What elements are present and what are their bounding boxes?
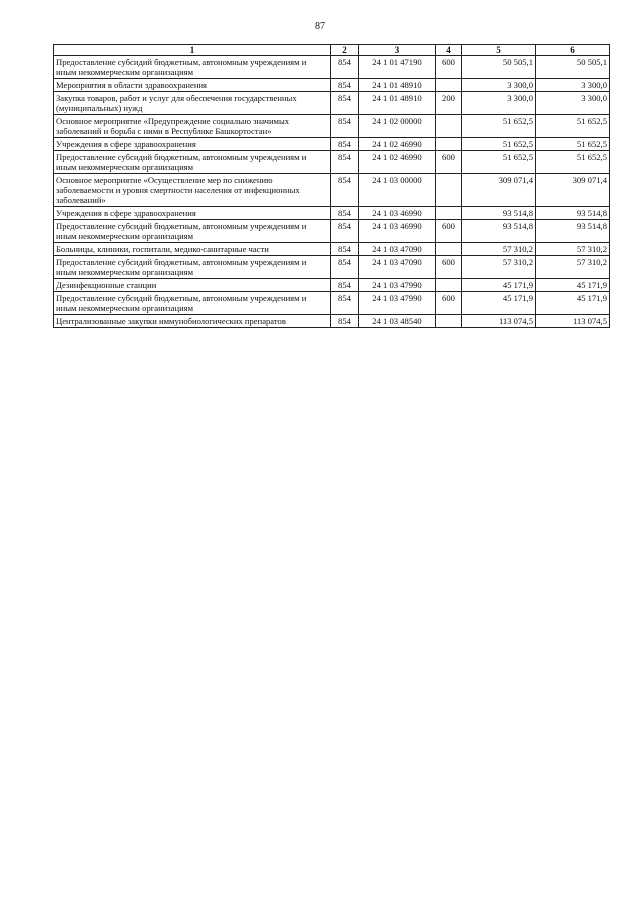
row-amount-2-cell: 93 514,8: [536, 220, 610, 243]
row-type-cell: [436, 279, 462, 292]
row-code-cell: 24 1 03 48540: [359, 315, 436, 328]
table-row: [54, 243, 610, 256]
table-row: [54, 79, 610, 92]
row-amount-2-cell: 3 300,0: [536, 92, 610, 115]
row-name-cell: Предоставление субсидий бюджетным, автономным учреждениям и иным некоммерческим организациям: [54, 151, 331, 174]
budget-table: [53, 44, 610, 328]
table-row: [54, 315, 610, 328]
row-type-cell: [436, 138, 462, 151]
table-row: [54, 279, 610, 292]
row-name-cell: Основное мероприятие «Осуществление мер по снижению заболеваемости и уровня смертности населения от инфекционных заболеваний»: [54, 174, 331, 207]
row-type-cell: 600: [436, 151, 462, 174]
table-header: [54, 45, 610, 56]
row-code-cell: 24 1 03 47990: [359, 292, 436, 315]
row-code-cell: 24 1 03 47090: [359, 243, 436, 256]
row-code-cell: 24 1 01 48910: [359, 92, 436, 115]
row-code-cell: 24 1 03 00000: [359, 174, 436, 207]
row-code-cell: 24 1 02 46990: [359, 151, 436, 174]
row-type-cell: 200: [436, 92, 462, 115]
row-amount-1-cell: 45 171,9: [462, 292, 536, 315]
row-amount-2-cell: 51 652,5: [536, 115, 610, 138]
header-col-6: 6: [536, 45, 610, 56]
row-amount-2-cell: 57 310,2: [536, 256, 610, 279]
row-name-cell: Закупка товаров, работ и услуг для обеспечения государственных (муниципальных) нужд: [54, 92, 331, 115]
row-amount-2-cell: 3 300,0: [536, 79, 610, 92]
row-amount-2-cell: 50 505,1: [536, 56, 610, 79]
row-ministry-cell: 854: [331, 243, 359, 256]
row-ministry-cell: 854: [331, 220, 359, 243]
row-type-cell: 600: [436, 256, 462, 279]
table-row: [54, 292, 610, 315]
row-name-cell: Мероприятия в области здравоохранения: [54, 79, 331, 92]
row-code-cell: 24 1 03 47990: [359, 279, 436, 292]
header-col-2: 2: [331, 45, 359, 56]
row-ministry-cell: 854: [331, 279, 359, 292]
row-amount-2-cell: 57 310,2: [536, 243, 610, 256]
row-amount-2-cell: 51 652,5: [536, 138, 610, 151]
row-amount-1-cell: 93 514,8: [462, 207, 536, 220]
row-name-cell: Предоставление субсидий бюджетным, автономным учреждениям и иным некоммерческим организациям: [54, 256, 331, 279]
row-name-cell: Дезинфекционные станции: [54, 279, 331, 292]
row-code-cell: 24 1 03 47090: [359, 256, 436, 279]
row-ministry-cell: 854: [331, 174, 359, 207]
row-name-cell: Предоставление субсидий бюджетным, автономным учреждениям и иным некоммерческим организациям: [54, 292, 331, 315]
row-amount-2-cell: 113 074,5: [536, 315, 610, 328]
row-amount-1-cell: 50 505,1: [462, 56, 536, 79]
row-code-cell: 24 1 01 48910: [359, 79, 436, 92]
row-amount-1-cell: 57 310,2: [462, 256, 536, 279]
row-ministry-cell: 854: [331, 207, 359, 220]
row-amount-2-cell: 93 514,8: [536, 207, 610, 220]
row-amount-2-cell: 45 171,9: [536, 292, 610, 315]
row-ministry-cell: 854: [331, 292, 359, 315]
row-ministry-cell: 854: [331, 92, 359, 115]
table-row: [54, 220, 610, 243]
row-code-cell: 24 1 02 00000: [359, 115, 436, 138]
row-code-cell: 24 1 02 46990: [359, 138, 436, 151]
row-amount-1-cell: 51 652,5: [462, 138, 536, 151]
table-row: [54, 115, 610, 138]
row-type-cell: 600: [436, 220, 462, 243]
row-type-cell: [436, 174, 462, 207]
row-name-cell: Основное мероприятие «Предупреждение социально значимых заболеваний и борьба с ними в Республике Башкортостан»: [54, 115, 331, 138]
page-number: 87: [315, 21, 325, 32]
header-col-4: 4: [436, 45, 462, 56]
row-ministry-cell: 854: [331, 115, 359, 138]
row-name-cell: Предоставление субсидий бюджетным, автономным учреждениям и иным некоммерческим организациям: [54, 220, 331, 243]
row-name-cell: Учреждения в сфере здравоохранения: [54, 207, 331, 220]
row-amount-1-cell: 113 074,5: [462, 315, 536, 328]
row-type-cell: 600: [436, 292, 462, 315]
row-amount-1-cell: 93 514,8: [462, 220, 536, 243]
row-amount-2-cell: 45 171,9: [536, 279, 610, 292]
row-amount-1-cell: 309 071,4: [462, 174, 536, 207]
row-type-cell: [436, 243, 462, 256]
row-name-cell: Больницы, клиники, госпитали, медико-санитарные части: [54, 243, 331, 256]
header-col-5: 5: [462, 45, 536, 56]
row-ministry-cell: 854: [331, 56, 359, 79]
table-row: [54, 151, 610, 174]
row-code-cell: 24 1 03 46990: [359, 207, 436, 220]
header-col-1: 1: [54, 45, 331, 56]
table-row: [54, 207, 610, 220]
row-type-cell: [436, 115, 462, 138]
row-name-cell: Централизованные закупки иммунобиологических препаратов: [54, 315, 331, 328]
row-amount-2-cell: 51 652,5: [536, 151, 610, 174]
row-ministry-cell: 854: [331, 315, 359, 328]
table-row: [54, 92, 610, 115]
row-ministry-cell: 854: [331, 151, 359, 174]
row-name-cell: Предоставление субсидий бюджетным, автономным учреждениям и иным некоммерческим организациям: [54, 56, 331, 79]
table-body: [54, 56, 610, 328]
header-col-3: 3: [359, 45, 436, 56]
table-row: [54, 56, 610, 79]
row-amount-1-cell: 45 171,9: [462, 279, 536, 292]
table-row: [54, 138, 610, 151]
row-amount-1-cell: 51 652,5: [462, 115, 536, 138]
row-ministry-cell: 854: [331, 79, 359, 92]
row-code-cell: 24 1 03 46990: [359, 220, 436, 243]
row-type-cell: 600: [436, 56, 462, 79]
table-row: [54, 174, 610, 207]
row-ministry-cell: 854: [331, 256, 359, 279]
row-amount-1-cell: 51 652,5: [462, 151, 536, 174]
header-row: [54, 45, 610, 56]
row-code-cell: 24 1 01 47190: [359, 56, 436, 79]
row-ministry-cell: 854: [331, 138, 359, 151]
row-type-cell: [436, 207, 462, 220]
row-amount-1-cell: 57 310,2: [462, 243, 536, 256]
row-amount-1-cell: 3 300,0: [462, 79, 536, 92]
row-amount-1-cell: 3 300,0: [462, 92, 536, 115]
row-name-cell: Учреждения в сфере здравоохранения: [54, 138, 331, 151]
row-type-cell: [436, 315, 462, 328]
row-type-cell: [436, 79, 462, 92]
row-amount-2-cell: 309 071,4: [536, 174, 610, 207]
table-row: [54, 256, 610, 279]
